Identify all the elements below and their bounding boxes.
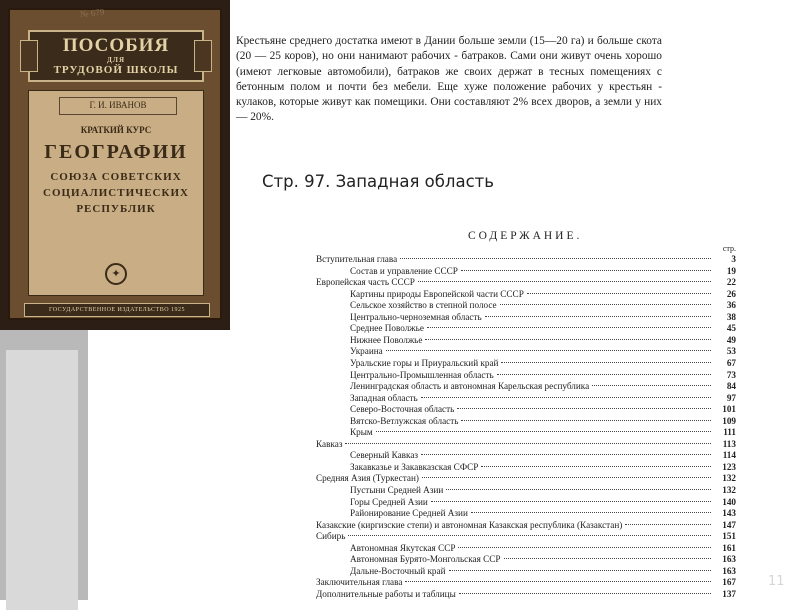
toc-row	[316, 335, 736, 346]
toc-leader-dots	[457, 408, 711, 409]
toc-entry-label: Автономная Якутская ССР	[350, 542, 456, 553]
toc-entry-label: Северный Кавказ	[350, 450, 419, 461]
toc-entry-page: 22	[726, 277, 736, 288]
toc-leader-dots	[422, 477, 711, 478]
toc-leader-dots	[461, 420, 711, 421]
toc-leader-dots	[501, 362, 711, 363]
page-caption: Стр. 97. Западная область	[262, 172, 494, 191]
toc-leader-dots	[485, 316, 711, 317]
toc-leader-dots	[461, 270, 711, 271]
toc-row	[316, 589, 736, 600]
toc-leader-dots	[421, 397, 711, 398]
toc-entry-label: Автономная Бурято-Монгольская ССР	[350, 554, 501, 565]
toc-leader-dots	[431, 501, 711, 502]
toc-row	[316, 577, 736, 588]
toc-row	[316, 520, 736, 531]
toc-entry-label: Закавказье и Закавказская СФСР	[350, 461, 479, 472]
toc-entry-label: Среднее Поволжье	[350, 323, 424, 334]
toc-row	[316, 427, 736, 438]
toc-row	[316, 439, 736, 450]
toc-row	[316, 531, 736, 542]
series-subtitle-small: ДЛЯ	[106, 56, 126, 64]
toc-page-column-header: стр.	[722, 244, 736, 253]
toc-leader-dots	[421, 454, 711, 455]
cover-author: Г. И. ИВАНОВ	[59, 97, 177, 115]
cover-publisher: ГОСУДАРСТВЕННОЕ ИЗДАТЕЛЬСТВО 1925	[24, 303, 210, 317]
toc-row	[316, 300, 736, 311]
toc-entry-label: Пустыни Средней Азии	[350, 485, 444, 495]
toc-entry-page: 147	[722, 519, 736, 530]
toc-entry-label: Крым	[350, 427, 373, 438]
toc-row	[316, 277, 736, 288]
toc-entry-label: Европейская часть СССР	[316, 277, 415, 288]
toc-leader-dots	[592, 385, 711, 386]
toc-entry-page: 132	[722, 473, 736, 484]
toc-leader-dots	[449, 570, 711, 571]
toc-entry-page: 140	[722, 496, 736, 507]
series-title: ПОСОБИЯ	[62, 35, 170, 56]
cover-title-line-5: РЕСПУБЛИК	[76, 203, 156, 215]
toc-entry-label: Нижнее Поволжье	[350, 334, 423, 345]
toc-entry-page: 97	[726, 392, 736, 403]
toc-entry-page: 109	[722, 415, 736, 426]
toc-entry-page: 36	[726, 300, 736, 311]
decorative-grey-panel	[6, 350, 78, 610]
toc-entry-label: Центрально-Промышленная область	[350, 369, 494, 380]
cover-title-line-1: КРАТКИЙ КУРС	[80, 125, 152, 135]
series-subtitle: ТРУДОВОЙ ШКОЛЫ	[53, 64, 179, 76]
decorative-grey-block	[0, 330, 88, 600]
toc-leader-dots	[405, 581, 711, 582]
toc-entry-page: 161	[722, 542, 736, 553]
toc-leader-dots	[376, 431, 711, 432]
toc-entry-page: 151	[722, 531, 736, 542]
toc-entry-page: 84	[726, 381, 736, 392]
toc-row	[316, 312, 736, 323]
toc-row	[316, 393, 736, 404]
toc-entry-page: 26	[726, 288, 736, 299]
toc-entry-page: 49	[726, 334, 736, 345]
toc-leader-dots	[527, 293, 711, 294]
toc-entry-label: Вступительная глава	[316, 254, 398, 264]
toc-entry-page: 53	[726, 346, 736, 357]
toc-entry-label: Дополнительные работы и таблицы	[316, 588, 456, 599]
toc-row	[316, 323, 736, 334]
toc-leader-dots	[458, 547, 711, 548]
toc-entry-label: Центрально-черноземная область	[350, 311, 482, 322]
toc-leader-dots	[500, 304, 711, 305]
cover-title-line-3: СОЮЗА СОВЕТСКИХ	[50, 171, 182, 183]
toc-entry-page: 132	[722, 485, 736, 495]
toc-row	[316, 450, 736, 461]
toc-row	[316, 508, 736, 519]
toc-entry-page: 137	[722, 588, 736, 599]
toc-leader-dots	[625, 524, 711, 525]
toc-row	[316, 497, 736, 508]
toc-leader-dots	[345, 443, 711, 444]
publisher-emblem-icon: ✦	[105, 263, 127, 285]
slide-number: 11	[768, 574, 785, 589]
book-cover-image	[0, 0, 230, 330]
toc-leader-dots	[427, 327, 711, 328]
toc-row	[316, 346, 736, 357]
toc-row	[316, 554, 736, 565]
toc-entry-label: Заключительная глава	[316, 577, 403, 588]
toc-entry-label: Украина	[350, 346, 383, 357]
toc-entry-page: 113	[722, 438, 736, 449]
toc-entry-label: Сельское хозяйство в степной полосе	[350, 300, 497, 311]
toc-entry-page: 3	[731, 254, 736, 264]
toc-entry-label: Картины природы Европейской части СССР	[350, 288, 524, 299]
toc-row	[316, 485, 736, 496]
toc-leader-dots	[348, 535, 711, 536]
toc-row	[316, 289, 736, 300]
toc-leader-dots	[459, 593, 711, 594]
cover-title-panel	[28, 90, 204, 296]
cover-title-line-2: ГЕОГРАФИИ	[44, 141, 188, 163]
toc-entry-label: Средняя Азия (Туркестан)	[316, 473, 419, 484]
toc-entry-page: 123	[722, 461, 736, 472]
toc-entry-label: Северо-Восточная область	[350, 404, 455, 415]
toc-entry-label: Кавказ	[316, 438, 343, 449]
toc-row	[316, 416, 736, 427]
toc-row	[316, 462, 736, 473]
toc-heading: СОДЕРЖАНИЕ.	[468, 230, 583, 242]
toc-leader-dots	[425, 339, 711, 340]
toc-entry-page: 101	[722, 404, 736, 415]
toc-row	[316, 370, 736, 381]
toc-row	[316, 254, 736, 265]
series-banner	[28, 30, 204, 82]
toc-entry-page: 167	[722, 577, 736, 588]
toc-entry-page: 38	[726, 311, 736, 322]
cover-frame	[8, 8, 222, 320]
toc-entry-label: Районирование Средней Азии	[350, 508, 468, 519]
toc-entry-label: Дальне-Восточный край	[350, 565, 446, 576]
toc-entry-label: Состав и управление СССР	[350, 265, 458, 276]
toc-row	[316, 404, 736, 415]
toc-entry-page: 19	[726, 265, 736, 276]
toc-entry-label: Ленинградская область и автономная Карельская республика	[350, 381, 590, 392]
toc-entry-label: Горы Средней Азии	[350, 496, 428, 507]
toc-leader-dots	[386, 350, 711, 351]
toc-entry-page: 114	[722, 450, 736, 461]
toc-entry-label: Западная область	[350, 392, 418, 403]
toc-leader-dots	[446, 489, 711, 490]
toc-entry-page: 111	[723, 427, 736, 438]
cover-title-line-4: СОЦИАЛИСТИЧЕСКИХ	[43, 187, 189, 199]
toc-entry-page: 163	[722, 565, 736, 576]
toc-entry-page: 45	[726, 323, 736, 334]
toc-leader-dots	[481, 466, 711, 467]
toc-leader-dots	[497, 374, 711, 375]
toc-entry-label: Сибирь	[316, 531, 346, 542]
toc-entry-page: 67	[726, 357, 736, 368]
toc-row	[316, 266, 736, 277]
book-excerpt-text: Крестьяне среднего достатка имеют в Дании больше земли (15—20 га) и больше скота (20 — 25 коров), но они нанимают рабочих - батраков. Сами они живут очень хорошо (имеют легковые автомобили), батраков же своих держат в тесных помещениях с бетонным полом и почти без мебели. Еще хуже положение рабочих у крестьян - кулаков, которые живут как помещики. Они составляют 2% всех дворов, а земли у них — 20%.	[236, 35, 662, 124]
cover-handwritten-number: № 679	[79, 6, 105, 20]
toc-leader-dots	[471, 512, 711, 513]
toc-entry-page: 163	[722, 554, 736, 565]
toc-row	[316, 566, 736, 577]
toc-leader-dots	[400, 258, 711, 259]
toc-entry-page: 73	[726, 369, 736, 380]
toc-entry-page: 143	[722, 508, 736, 519]
toc-entry-label: Казакские (киргизские степи) и автономная Казакская республика (Казакстан)	[316, 519, 623, 530]
toc-entry-label: Вятско-Ветлужская область	[350, 415, 459, 426]
toc-row	[316, 381, 736, 392]
toc-entry-label: Уральские горы и Приуральский край	[350, 357, 499, 368]
toc-leader-dots	[504, 558, 711, 559]
toc-row	[316, 543, 736, 554]
toc-row	[316, 473, 736, 484]
toc-leader-dots	[418, 281, 711, 282]
toc-row	[316, 358, 736, 369]
